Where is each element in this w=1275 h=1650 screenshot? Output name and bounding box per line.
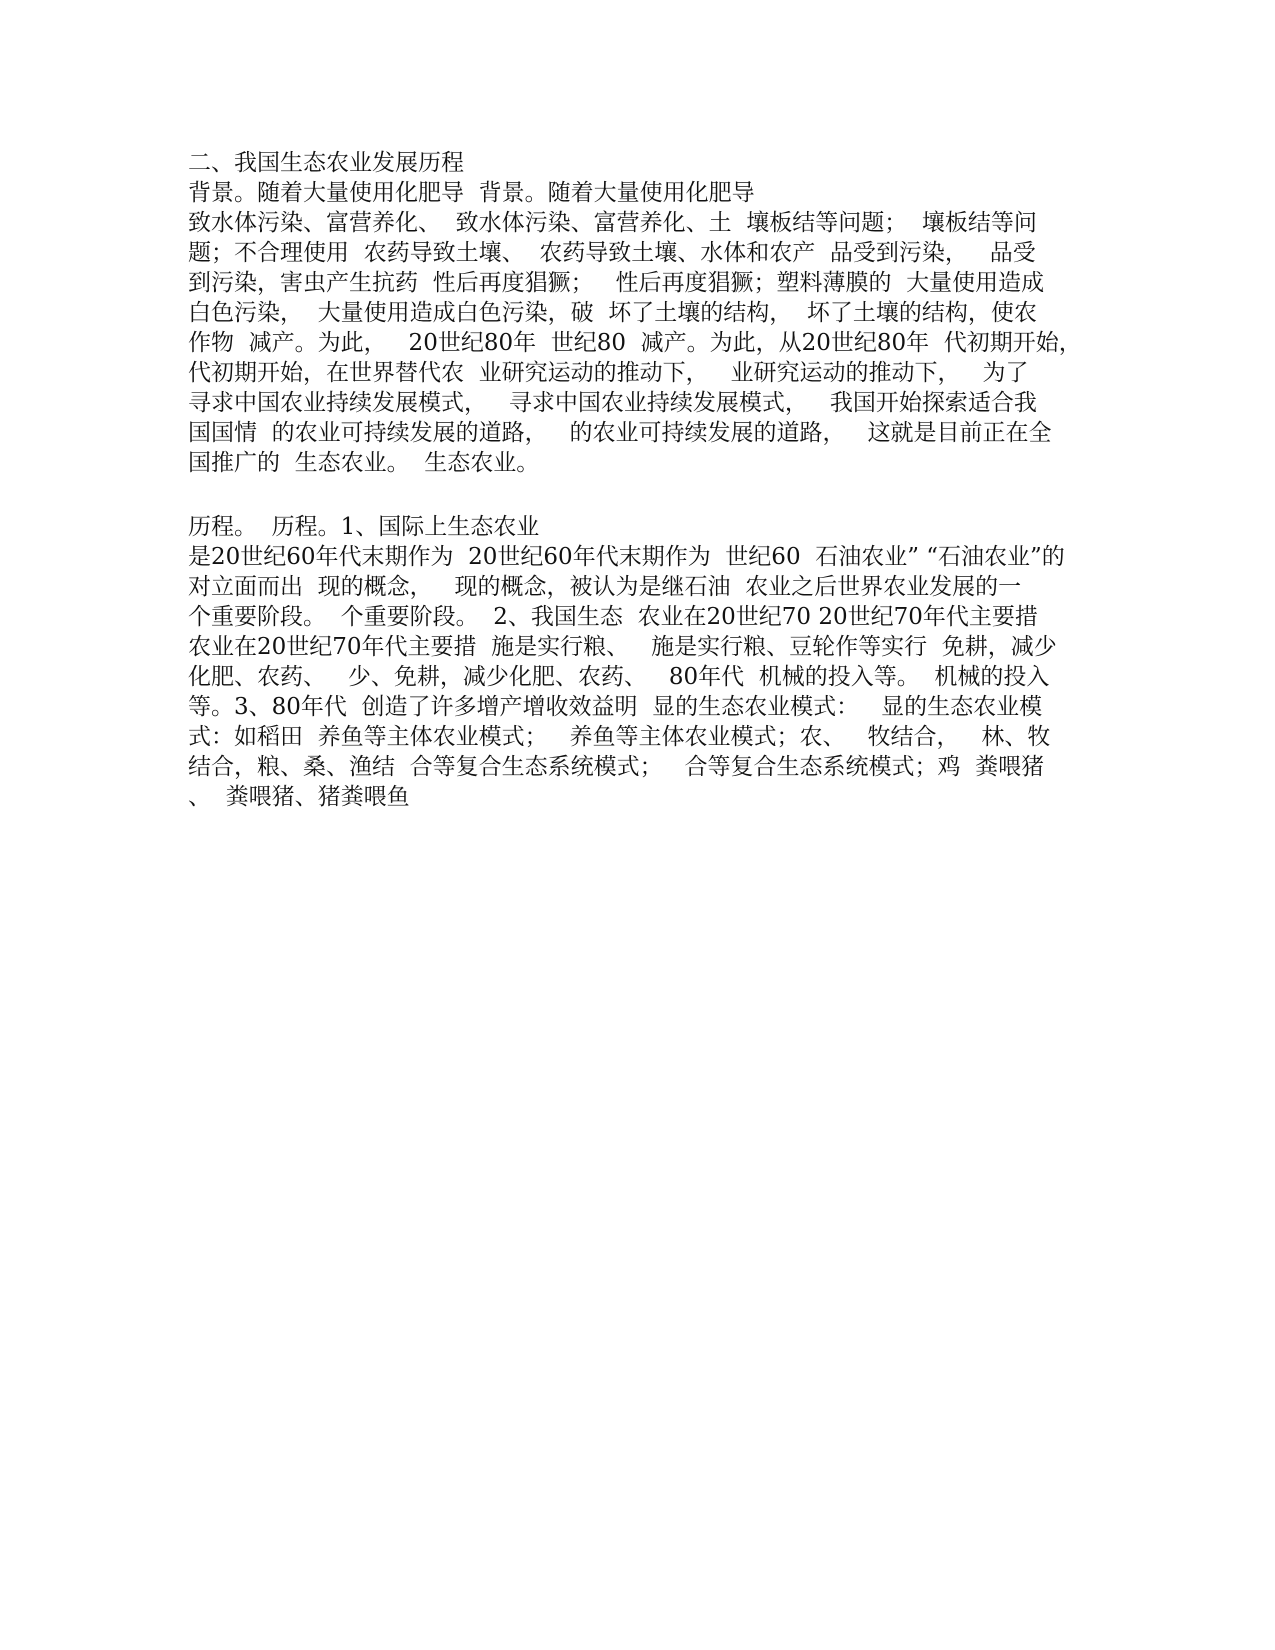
paragraph-line: 等。3、80年代 创造了许多增产增收效益明 显的生态农业模式： 显的生态农业模 [188,694,1043,720]
paragraph-line: 背景。随着大量使用化肥导 背景。随着大量使用化肥导 [188,180,755,206]
paragraph-line: 、 粪喂猪、猪粪喂鱼 [188,784,410,810]
section-heading: 二、我国生态农业发展历程 [188,150,464,176]
paragraph-line: 对立面而出 现的概念， 现的概念，被认为是继石油 农业之后世界农业发展的一 [188,574,1022,600]
paragraph-line: 化肥、农药、 少、免耕，减少化肥、农药、 80年代 机械的投入等。 机械的投入 [188,664,1050,690]
paragraph-line: 白色污染， 大量使用造成白色污染，破 坏了土壤的结构， 坏了土壤的结构，使农 [188,300,1037,326]
paragraph-line: 式：如稻田 养鱼等主体农业模式； 养鱼等主体农业模式；农、 牧结合， 林、牧 [188,724,1051,750]
paragraph-line: 代初期开始，在世界替代农 业研究运动的推动下， 业研究运动的推动下， 为了 [188,360,1029,386]
paragraph-line: 历程。 历程。1、国际上生态农业 [188,514,540,540]
paragraph-line: 国国情 的农业可持续发展的道路， 的农业可持续发展的道路， 这就是目前正在全 [188,420,1052,446]
paragraph-line: 农业在20世纪70年代主要措 施是实行粮、 施是实行粮、豆轮作等实行 免耕，减少 [188,634,1057,660]
paragraph-line: 作物 减产。为此， 20世纪80年 世纪80 减产。为此，从20世纪80年 代初期开始， [188,330,1082,356]
paragraph-line: 寻求中国农业持续发展模式， 寻求中国农业持续发展模式， 我国开始探索适合我 [188,390,1037,416]
paragraph-line: 致水体污染、富营养化、 致水体污染、富营养化、土 壤板结等问题； 壤板结等问 [188,210,1037,236]
paragraph-line: 个重要阶段。 个重要阶段。 2、我国生态 农业在20世纪70 20世纪70年代主要措 [188,604,1038,630]
paragraph-line: 结合，粮、桑、渔结 合等复合生态系统模式； 合等复合生态系统模式；鸡 粪喂猪 [188,754,1045,780]
paragraph-line: 国推广的 生态农业。 生态农业。 [188,450,540,476]
paragraph-line: 题；不合理使用 农药导致土壤、 农药导致土壤、水体和农产 品受到污染， 品受 [188,240,1036,266]
paragraph-line: 到污染，害虫产生抗药 性后再度猖獗； 性后再度猖獗；塑料薄膜的 大量使用造成 [188,270,1045,296]
paragraph-line: 是20世纪60年代末期作为 20世纪60年代末期作为 世纪60 石油农业” “石油农业”的 [188,544,1065,570]
